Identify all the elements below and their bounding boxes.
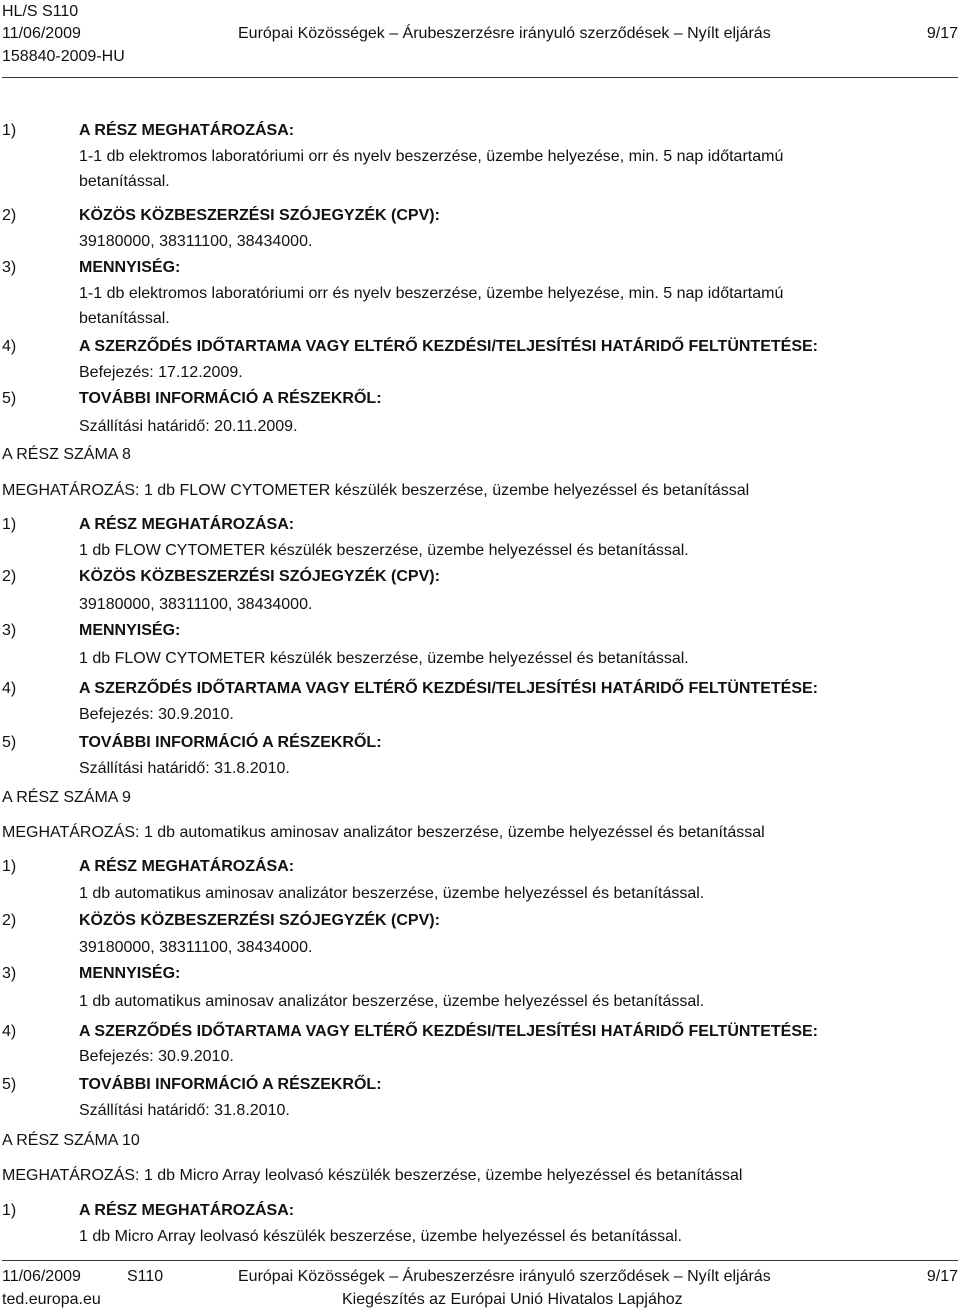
item-number: 2) (2, 912, 17, 929)
section-text: 1 db FLOW CYTOMETER készülék beszerzése, üzembe helyezéssel és betanítással. (79, 542, 689, 559)
section-heading: MENNYISÉG: (79, 259, 181, 276)
section-heading: A RÉSZ MEGHATÁROZÁSA: (79, 1202, 295, 1219)
section-heading: MENNYISÉG: (79, 622, 181, 639)
section-heading: A RÉSZ MEGHATÁROZÁSA: (79, 516, 295, 533)
section-text: Befejezés: 30.9.2010. (79, 1048, 234, 1065)
section-heading: KÖZÖS KÖZBESZERZÉSI SZÓJEGYZÉK (CPV): (79, 207, 440, 224)
header-page-number: 9/17 (926, 25, 958, 42)
item-number: 1) (2, 122, 17, 139)
item-number: 5) (2, 1076, 17, 1093)
item-number: 2) (2, 568, 17, 585)
section-heading: TOVÁBBI INFORMÁCIÓ A RÉSZEKRŐL: (79, 390, 382, 407)
section-text: Szállítási határidő: 31.8.2010. (79, 760, 290, 777)
section-heading: A RÉSZ MEGHATÁROZÁSA: (79, 858, 295, 875)
section-heading: KÖZÖS KÖZBESZERZÉSI SZÓJEGYZÉK (CPV): (79, 568, 440, 585)
section-heading: TOVÁBBI INFORMÁCIÓ A RÉSZEKRŐL: (79, 1076, 382, 1093)
item-number: 3) (2, 965, 17, 982)
section-text: 1 db Micro Array leolvasó készülék beszerzése, üzembe helyezéssel és betanítással. (79, 1228, 682, 1245)
section-heading: TOVÁBBI INFORMÁCIÓ A RÉSZEKRŐL: (79, 734, 382, 751)
section-heading: A RÉSZ MEGHATÁROZÁSA: (79, 122, 295, 139)
lot-definition: MEGHATÁROZÁS: 1 db FLOW CYTOMETER készülék beszerzése, üzembe helyezéssel és betanítással (2, 482, 750, 499)
header-date: 11/06/2009 (2, 25, 81, 42)
footer-series: S110 (127, 1268, 164, 1285)
header-divider (2, 77, 958, 78)
footer-page-number: 9/17 (926, 1268, 958, 1285)
section-text: 1-1 db elektromos laboratóriumi orr és nyelv beszerzése, üzembe helyezése, min. 5 nap időtartamú (79, 285, 784, 302)
item-number: 3) (2, 622, 17, 639)
item-number: 1) (2, 1202, 17, 1219)
section-text: betanítással. (79, 310, 170, 327)
section-text: Befejezés: 30.9.2010. (79, 706, 234, 723)
notice-id: 158840-2009-HU (2, 48, 125, 65)
section-heading: KÖZÖS KÖZBESZERZÉSI SZÓJEGYZÉK (CPV): (79, 912, 440, 929)
section-heading: A SZERZŐDÉS IDŐTARTAMA VAGY ELTÉRŐ KEZDÉSI/TELJESÍTÉSI HATÁRIDŐ FELTÜNTETÉSE: (79, 680, 818, 697)
section-heading: MENNYISÉG: (79, 965, 181, 982)
item-number: 1) (2, 858, 17, 875)
section-heading: A SZERZŐDÉS IDŐTARTAMA VAGY ELTÉRŐ KEZDÉSI/TELJESÍTÉSI HATÁRIDŐ FELTÜNTETÉSE: (79, 338, 818, 355)
section-text: 1-1 db elektromos laboratóriumi orr és nyelv beszerzése, üzembe helyezése, min. 5 nap időtartamú (79, 148, 784, 165)
footer-date: 11/06/2009 (2, 1268, 81, 1285)
footer-website: ted.europa.eu (2, 1291, 101, 1308)
item-number: 4) (2, 1023, 17, 1040)
item-number: 5) (2, 390, 17, 407)
footer-publisher: Kiegészítés az Európai Unió Hivatalos Lapjához (342, 1291, 683, 1308)
item-number: 2) (2, 207, 17, 224)
item-number: 5) (2, 734, 17, 751)
section-heading: A SZERZŐDÉS IDŐTARTAMA VAGY ELTÉRŐ KEZDÉSI/TELJESÍTÉSI HATÁRIDŐ FELTÜNTETÉSE: (79, 1023, 818, 1040)
item-number: 4) (2, 338, 17, 355)
section-text: Szállítási határidő: 31.8.2010. (79, 1102, 290, 1119)
item-number: 3) (2, 259, 17, 276)
section-text: betanítással. (79, 173, 170, 190)
lot-definition: MEGHATÁROZÁS: 1 db Micro Array leolvasó készülék beszerzése, üzembe helyezéssel és betanítással (2, 1167, 743, 1184)
section-text: 1 db automatikus aminosav analizátor beszerzése, üzembe helyezéssel és betanítással. (79, 885, 705, 902)
lot-number: A RÉSZ SZÁMA 8 (2, 446, 131, 463)
lot-number: A RÉSZ SZÁMA 10 (2, 1132, 140, 1149)
section-text: Befejezés: 17.12.2009. (79, 364, 243, 381)
header-title: Európai Közösségek – Árubeszerzésre irányuló szerződések – Nyílt eljárás (238, 25, 771, 42)
lot-number: A RÉSZ SZÁMA 9 (2, 789, 131, 806)
section-text: 39180000, 38311100, 38434000. (79, 233, 313, 250)
section-text: 1 db automatikus aminosav analizátor beszerzése, üzembe helyezéssel és betanítással. (79, 993, 705, 1010)
footer-title: Európai Közösségek – Árubeszerzésre irányuló szerződések – Nyílt eljárás (238, 1268, 771, 1285)
section-text: 39180000, 38311100, 38434000. (79, 939, 313, 956)
lot-definition: MEGHATÁROZÁS: 1 db automatikus aminosav analizátor beszerzése, üzembe helyezéssel és betanítással (2, 824, 765, 841)
item-number: 1) (2, 516, 17, 533)
section-text: 39180000, 38311100, 38434000. (79, 596, 313, 613)
footer-divider (2, 1260, 958, 1261)
page-footer (2, 1265, 958, 1311)
doc-id: HL/S S110 (2, 3, 79, 20)
section-text: 1 db FLOW CYTOMETER készülék beszerzése, üzembe helyezéssel és betanítással. (79, 650, 689, 667)
page-header (2, 0, 958, 74)
section-text: Szállítási határidő: 20.11.2009. (79, 418, 298, 435)
item-number: 4) (2, 680, 17, 697)
